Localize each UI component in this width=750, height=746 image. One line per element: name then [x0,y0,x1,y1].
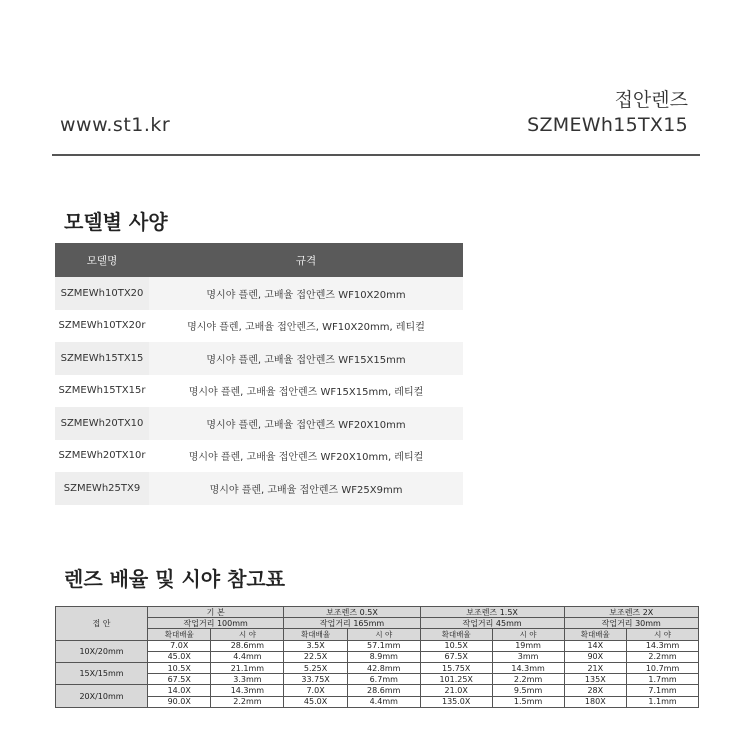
group-distance: 작업거리 165mm [284,618,420,629]
table-row [55,277,463,310]
magnification-value: 135.0X [420,696,492,707]
magnification-value: 10.5X [420,640,492,651]
group-name: 보조렌즈 2X [564,607,699,618]
table-row [55,342,463,375]
sub-header-magnification: 확대배율 [420,629,492,640]
model-name: SZMEWh25TX9 [55,472,149,505]
field-of-view-value: 1.5mm [492,696,564,707]
magnification-value: 7.0X [148,640,211,651]
table-row [56,651,699,662]
magnification-value: 14X [564,640,627,651]
sub-header-field: 시 야 [211,629,284,640]
lens-table-body [56,640,699,707]
model-name: SZMEWh15TX15r [58,385,146,397]
group-distance: 작업거리 100mm [148,618,284,629]
model-spec: 명시야 플렌, 고배율 접안렌즈 WF15X15mm, 레티컬 [188,387,424,399]
field-of-view-value: 1.7mm [627,674,699,685]
lens-reference-table [55,606,699,708]
group-name: 기 본 [148,607,284,618]
magnification-value: 135X [564,674,627,685]
table-row [55,310,463,343]
group-name: 보조렌즈 1.5X [420,607,564,618]
sub-header-magnification: 확대배율 [284,629,347,640]
field-of-view-value: 4.4mm [211,651,284,662]
magnification-value: 67.5X [148,674,211,685]
group-name: 보조렌즈 0.5X [284,607,420,618]
sub-header-row [56,629,699,640]
magnification-value: 28X [564,685,627,696]
table-row [55,472,463,505]
field-of-view-value: 7.1mm [627,685,699,696]
field-of-view-value: 2.2mm [211,696,284,707]
magnification-value: 7.0X [284,685,347,696]
field-of-view-value: 21.1mm [211,662,284,673]
table-row [56,685,699,696]
product-header [527,88,688,138]
field-of-view-value: 14.3mm [627,640,699,651]
magnification-value: 5.25X [284,662,347,673]
sub-header-magnification: 확대배율 [148,629,211,640]
field-of-view-value: 2.2mm [492,674,564,685]
magnification-value: 15.75X [420,662,492,673]
distance-header-row [56,618,699,629]
spec-table-header [55,243,463,277]
sub-header-magnification: 확대배율 [564,629,627,640]
magnification-value: 90.0X [148,696,211,707]
magnification-value: 21X [564,662,627,673]
model-name: SZMEWh15TX15 [55,342,149,375]
field-of-view-value: 6.7mm [347,674,420,685]
table-row [56,696,699,707]
lens-section-title: 렌즈 배율 및 시야 참고표 [64,567,286,591]
field-of-view-value: 1.1mm [627,696,699,707]
magnification-value: 67.5X [420,651,492,662]
eyepiece-label: 20X/10mm [56,685,148,707]
magnification-value: 22.5X [284,651,347,662]
magnification-value: 101.25X [420,674,492,685]
field-of-view-value: 10.7mm [627,662,699,673]
field-of-view-value: 3mm [492,651,564,662]
magnification-value: 21.0X [420,685,492,696]
magnification-value: 3.5X [284,640,347,651]
site-url: www.st1.kr [60,114,171,136]
table-row [56,640,699,651]
field-of-view-value: 19mm [492,640,564,651]
field-of-view-value: 8.9mm [347,651,420,662]
model-spec: 명시야 플렌, 고배율 접안렌즈 WF15X15mm [149,342,463,375]
column-header-spec: 규격 [149,243,463,277]
magnification-value: 14.0X [148,685,211,696]
model-name: SZMEWh20TX10r [58,450,146,462]
model-spec: 명시야 플렌, 고배율 접안렌즈, WF10X20mm, 레티컬 [187,322,425,334]
sub-header-field: 시 야 [347,629,420,640]
corner-header: 접 안 [56,607,148,641]
group-distance: 작업거리 45mm [420,618,564,629]
field-of-view-value: 9.5mm [492,685,564,696]
magnification-value: 180X [564,696,627,707]
field-of-view-value: 3.3mm [211,674,284,685]
model-spec-table [55,243,463,505]
field-of-view-value: 4.4mm [347,696,420,707]
field-of-view-value: 57.1mm [347,640,420,651]
field-of-view-value: 14.3mm [492,662,564,673]
magnification-value: 33.75X [284,674,347,685]
eyepiece-label: 15X/15mm [56,662,148,684]
magnification-value: 10.5X [148,662,211,673]
eyepiece-label: 10X/20mm [56,640,148,662]
group-distance: 작업거리 30mm [564,618,699,629]
model-spec: 명시야 플렌, 고배율 접안렌즈 WF10X20mm [149,277,463,310]
field-of-view-value: 28.6mm [347,685,420,696]
model-name: SZMEWh10TX20 [55,277,149,310]
model-name: SZMEWh10TX20r [58,320,146,332]
table-row [55,440,463,473]
table-row [55,407,463,440]
model-name: SZMEWh20TX10 [55,407,149,440]
magnification-value: 90X [564,651,627,662]
magnification-value: 45.0X [284,696,347,707]
field-of-view-value: 42.8mm [347,662,420,673]
product-category: 접안렌즈 [614,89,688,111]
table-row [56,674,699,685]
product-code: SZMEWh15TX15 [527,114,688,136]
sub-header-field: 시 야 [492,629,564,640]
models-section-title: 모델별 사양 [64,210,168,234]
model-spec: 명시야 플렌, 고배율 접안렌즈 WF20X10mm [149,407,463,440]
header-divider [52,154,700,156]
model-spec: 명시야 플렌, 고배율 접안렌즈 WF20X10mm, 레티컬 [188,452,424,464]
column-header-model: 모델명 [55,243,149,277]
magnification-value: 45.0X [148,651,211,662]
group-header-row [56,607,699,618]
table-row [56,662,699,673]
field-of-view-value: 14.3mm [211,685,284,696]
table-row [55,375,463,408]
model-spec: 명시야 플렌, 고배율 접안렌즈 WF25X9mm [149,472,463,505]
sub-header-field: 시 야 [627,629,699,640]
field-of-view-value: 2.2mm [627,651,699,662]
field-of-view-value: 28.6mm [211,640,284,651]
